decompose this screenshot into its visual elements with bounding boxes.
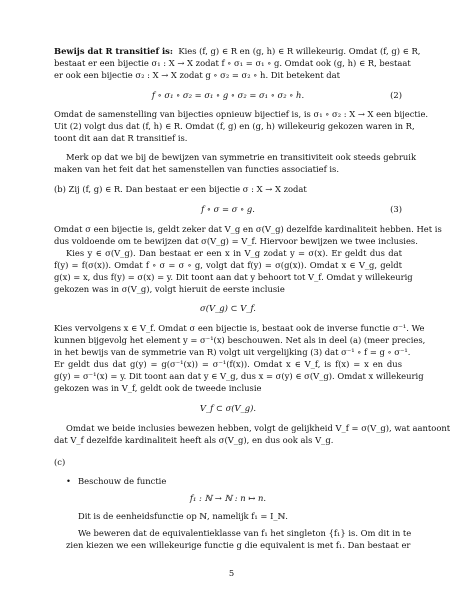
text-line: dat V_f dezelfde kardinaliteit heeft als σ(V_g), en dus ook als V_g. xyxy=(54,435,334,445)
text-line: dus voldoende om te bewijzen dat σ(V_g) = V_f. Hiervoor bewijzen we twee inclusies. xyxy=(54,236,418,246)
text-line: Dit is de eenheidsfunctie op ℕ, namelijk f₁ = I_ℕ. xyxy=(78,511,288,521)
equation-3 xyxy=(54,204,402,215)
text-line: g(y) = σ⁻¹(x) = y. Dit toont aan dat y ∈ V_g, dus x = σ(y) ∈ σ(V_g). Omdat x willekeurig xyxy=(54,371,424,381)
text-line: zien kiezen we een willekeurige functie g die equivalent is met f₁. Dan bestaat er xyxy=(66,540,411,550)
equation-text: f ∘ σ = σ ∘ g. xyxy=(201,204,255,214)
text-line: gekozen was in V_f, geldt ook de tweede inclusie xyxy=(54,383,262,393)
bullet-point: • xyxy=(66,476,71,486)
text-span: Kies (f, g) ∈ R en (g, h) ∈ R willekeurig. Omdat (f, g) ∈ R, xyxy=(178,46,421,56)
equation-number: (2) xyxy=(390,90,402,100)
text-line: kunnen bijgevolg het element y = σ⁻¹(x) beschouwen. Net als in deel (a) (meer precies, xyxy=(54,335,426,345)
text-line: gekozen was in σ(V_g), volgt hieruit de eerste inclusie xyxy=(54,284,285,294)
part-c-heading: (c) xyxy=(54,457,66,467)
text-line: f(y) = f(σ(x)). Omdat f ∘ σ = σ ∘ g, volgt dat f(y) = σ(g(x)). Omdat x ∈ V_g, geldt xyxy=(54,260,402,270)
text-line: maken van het feit dat het samenstellen van functies associatief is. xyxy=(54,164,339,174)
equation-text: f ∘ σ₁ ∘ σ₂ = σ₁ ∘ g ∘ σ₂ = σ₁ ∘ σ₂ ∘ h. xyxy=(151,90,305,100)
text-line: Omdat σ een bijectie is, geldt zeker dat V_g en σ(V_g) dezelfde kardinaliteit hebben. Het is xyxy=(54,224,442,234)
text-line: Merk op dat we bij de bewijzen van symmetrie en transitiviteit ook steeds gebruik xyxy=(66,152,417,162)
equation-f1: f₁ : ℕ → ℕ : n ↦ n. xyxy=(189,493,267,503)
text-line: Uit (2) volgt dus dat (f, h) ∈ R. Omdat (f, g) en (g, h) willekeurig gekozen waren in R, xyxy=(54,121,415,131)
text-line: toont dit aan dat R transitief is. xyxy=(54,133,188,143)
text-line: We beweren dat de equivalentieklasse van f₁ het singleton {f₁} is. Om dit in te xyxy=(78,528,412,538)
text-line: Kies y ∈ σ(V_g). Dan bestaat er een x in V_g zodat y = σ(x). Er geldt dus dat xyxy=(66,248,402,258)
text-line: Omdat de samenstelling van bijecties opnieuw bijectief is, is σ₁ ∘ σ₂ : X → X een bijectie. xyxy=(54,109,429,119)
proof-heading: Bewijs dat R transitief is: xyxy=(54,46,173,56)
text-line xyxy=(54,46,421,57)
text-line: Omdat we beide inclusies bewezen hebben, volgt de gelijkheid V_f = σ(V_g), wat aantoont xyxy=(66,423,451,433)
equation-2 xyxy=(54,90,402,101)
bullet-text: Beschouw de functie xyxy=(78,476,167,486)
page-number: 5 xyxy=(228,568,235,578)
part-b-heading: (b) Zij (f, g) ∈ R. Dan bestaat er een bijectie σ : X → X zodat xyxy=(54,184,307,194)
text-line: in het bewijs van de symmetrie van R) volgt uit vergelijking (3) dat σ⁻¹ ∘ f = g ∘ σ⁻¹. xyxy=(54,347,411,357)
equation-inclusion-1: σ(V_g) ⊂ V_f. xyxy=(200,303,256,313)
text-line: Kies vervolgens x ∈ V_f. Omdat σ een bijectie is, bestaat ook de inverse functie σ⁻¹. We xyxy=(54,323,425,333)
equation-inclusion-2: V_f ⊂ σ(V_g). xyxy=(199,403,257,413)
text-line: g(x) = x, dus f(y) = σ(x) = y. Dit toont aan dat y behoort tot V_f. Omdat y willekeurig xyxy=(54,272,413,282)
text-line: er ook een bijectie σ₂ : X → X zodat g ∘ σ₂ = σ₂ ∘ h. Dit betekent dat xyxy=(54,70,341,80)
text-line: Er geldt dus dat g(y) = g(σ⁻¹(x)) = σ⁻¹(f(x)). Omdat x ∈ V_f, is f(x) = x en dus xyxy=(54,359,402,369)
text-line: bestaat er een bijectie σ₁ : X → X zodat f ∘ σ₁ = σ₁ ∘ g. Omdat ook (g, h) ∈ R, bestaat xyxy=(54,58,411,68)
equation-number: (3) xyxy=(390,204,402,214)
